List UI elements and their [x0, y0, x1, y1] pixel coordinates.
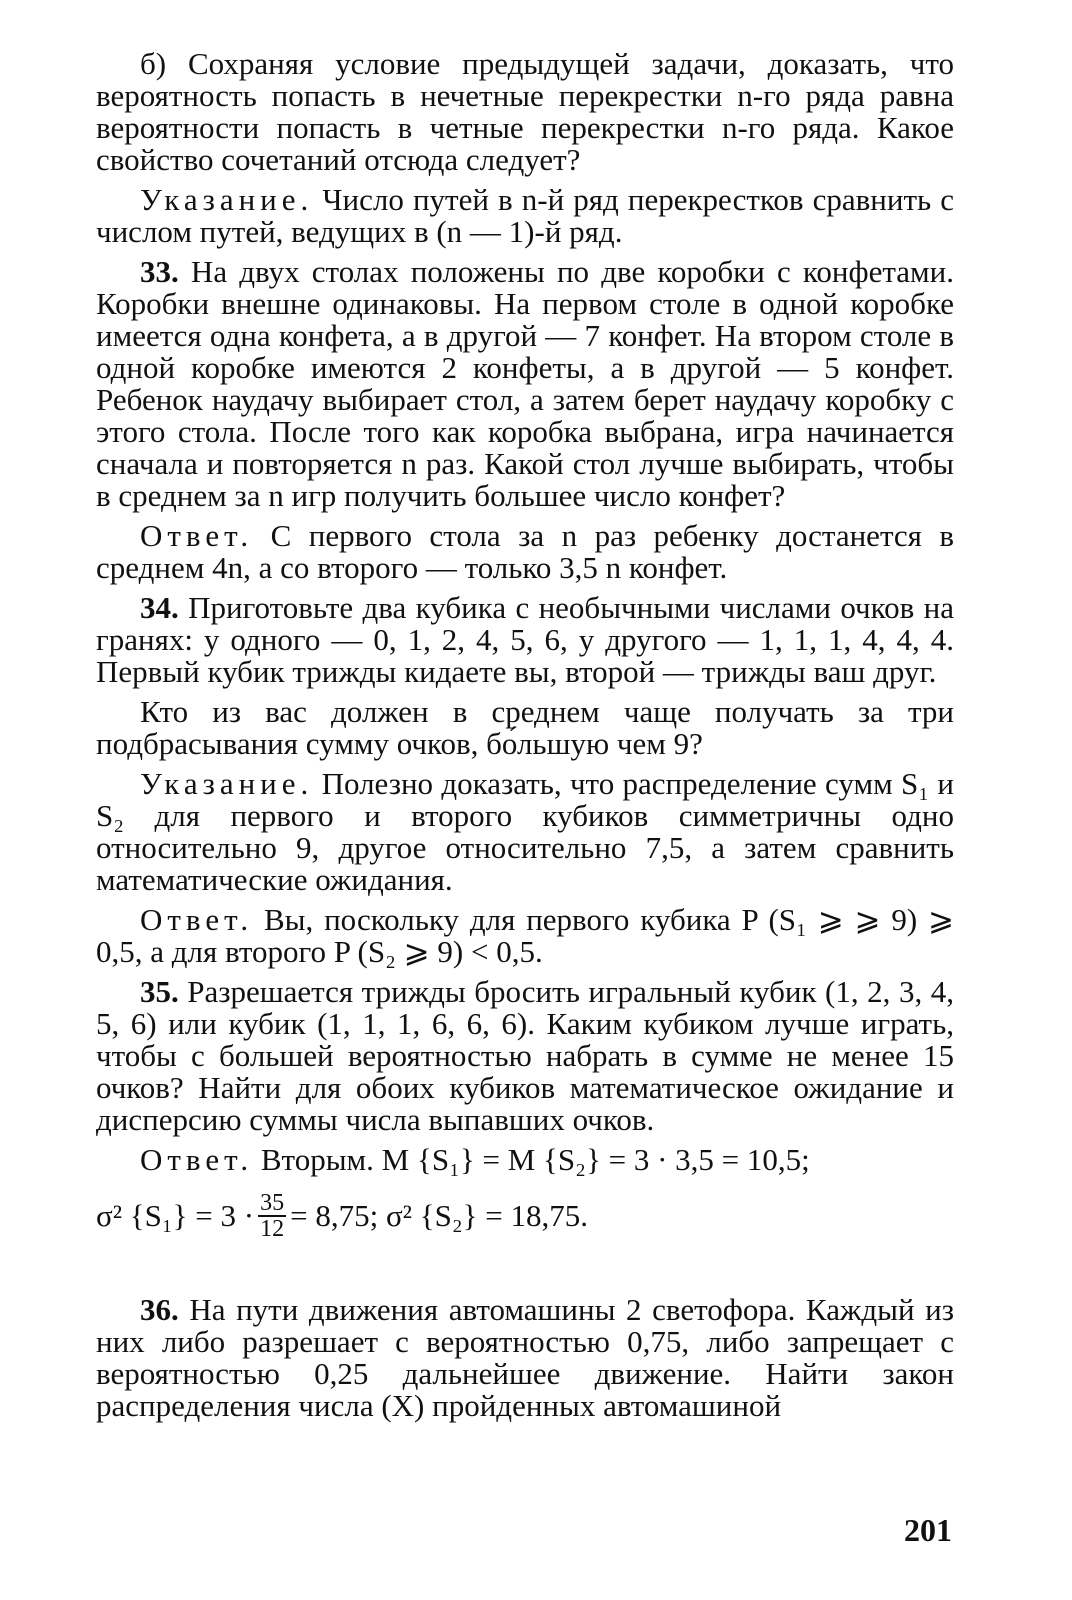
answer-text: С первого стола за n раз ребенку достанется в среднем 4n, а со второго — только 3,5 n конфет. — [96, 518, 954, 585]
problem-number: 35. — [140, 974, 179, 1009]
answer-label: Ответ. — [140, 902, 254, 937]
hint-label: Указание. — [140, 182, 314, 217]
answer-text: Вы, поскольку для первого кубика P (S₁ ⩾ ⩾ 9) ⩾ 0,5, а для второго P (S₂ ⩾ 9) < 0,5. — [96, 902, 954, 969]
problem-text: Приготовьте два кубика с необычными числами очков на гранях: у одного — 0, 1, 2, 4, 5, 6, у другого — 1, 1, 1, 4, 4, 4. Первый кубик трижды кидаете вы, второй — трижды ваш друг. — [96, 590, 954, 689]
problem-35-answer — [96, 1144, 954, 1248]
answer-formula-2-right: = 8,75; σ² {S₂} = 18,75. — [290, 1198, 589, 1233]
hint-text: Полезно доказать, что распределение сумм S₁ и S₂ для первого и второго кубиков симметричны одно относительно 9, другое относительно 7,5, а затем сравнить математические ожидания. — [96, 766, 954, 897]
fraction — [258, 1191, 286, 1241]
answer-formula-1: Вторым. M {S₁} = M {S₂} = 3 · 3,5 = 10,5; — [253, 1142, 810, 1177]
page-number: 201 — [904, 1512, 952, 1548]
problem-35 — [96, 976, 954, 1136]
problem-33-answer — [96, 520, 954, 584]
answer-formula-2-left: σ² {S₁} = 3 · — [96, 1198, 255, 1233]
hint-label: Указание. — [140, 766, 314, 801]
problem-32b — [96, 48, 954, 176]
section-gap — [96, 1248, 954, 1294]
problem-32b-text: б) Сохраняя условие предыдущей задачи, доказать, что вероятность попасть в нечетные перекрестки n-го ряда равна вероятности попасть в четные перекрестки n-го ряда. Какое свойство сочетаний отсюда следует? — [96, 46, 954, 177]
question-text: Кто из вас должен в среднем чаще получать за три подбрасывания сумму очков, бо́льшую чем 9? — [96, 694, 954, 761]
problem-34-question — [96, 696, 954, 760]
problem-text: Разрешается трижды бросить игральный кубик (1, 2, 3, 4, 5, 6) или кубик (1, 1, 1, 6, 6, 6). Каким кубиком лучше играть, чтобы с большей вероятностью набрать в сумме не менее 15 очков? Найти для обоих кубиков математическое ожидание и дисперсию суммы числа выпавших очков. — [96, 974, 954, 1137]
problem-text: На пути движения автомашины 2 светофора. Каждый из них либо разрешает с вероятностью 0,75, либо запрещает с вероятностью 0,25 дальнейшее движение. Найти закон распределения числа (X) пройденных автомашиной — [96, 1292, 954, 1423]
problem-32b-hint — [96, 184, 954, 248]
problem-number: 36. — [140, 1292, 179, 1327]
fraction-denominator: 12 — [260, 1216, 285, 1242]
answer-label: Ответ. — [140, 1142, 254, 1177]
hint-text: Число путей в n-й ряд перекрестков сравнить с числом путей, ведущих в (n — 1)-й ряд. — [96, 182, 954, 249]
problem-34-answer — [96, 904, 954, 968]
answer-label: Ответ. — [140, 518, 254, 553]
answer-line-1 — [96, 1144, 954, 1184]
problem-36 — [96, 1294, 954, 1422]
fraction-numerator: 35 — [260, 1190, 285, 1216]
problem-33 — [96, 256, 954, 512]
problem-34-hint — [96, 768, 954, 896]
page-body — [96, 48, 954, 1430]
problem-text: На двух столах положены по две коробки с конфетами. Коробки внешне одинаковы. На первом столе в одной коробке имеется одна конфета, а в другой — 7 конфет. На втором столе в одной коробке имеются 2 конфеты, а в другой — 5 конфет. Ребенок наудачу выбирает стол, а затем берет наудачу коробку с этого стола. После того как коробка выбрана, игра начинается сначала и повторяется n раз. Какой стол лучше выбирать, чтобы в среднем за n игр получить большее число конфет? — [96, 254, 954, 513]
problem-number: 33. — [140, 254, 179, 289]
answer-line-2 — [96, 1184, 954, 1248]
problem-number: 34. — [140, 590, 179, 625]
problem-34 — [96, 592, 954, 688]
